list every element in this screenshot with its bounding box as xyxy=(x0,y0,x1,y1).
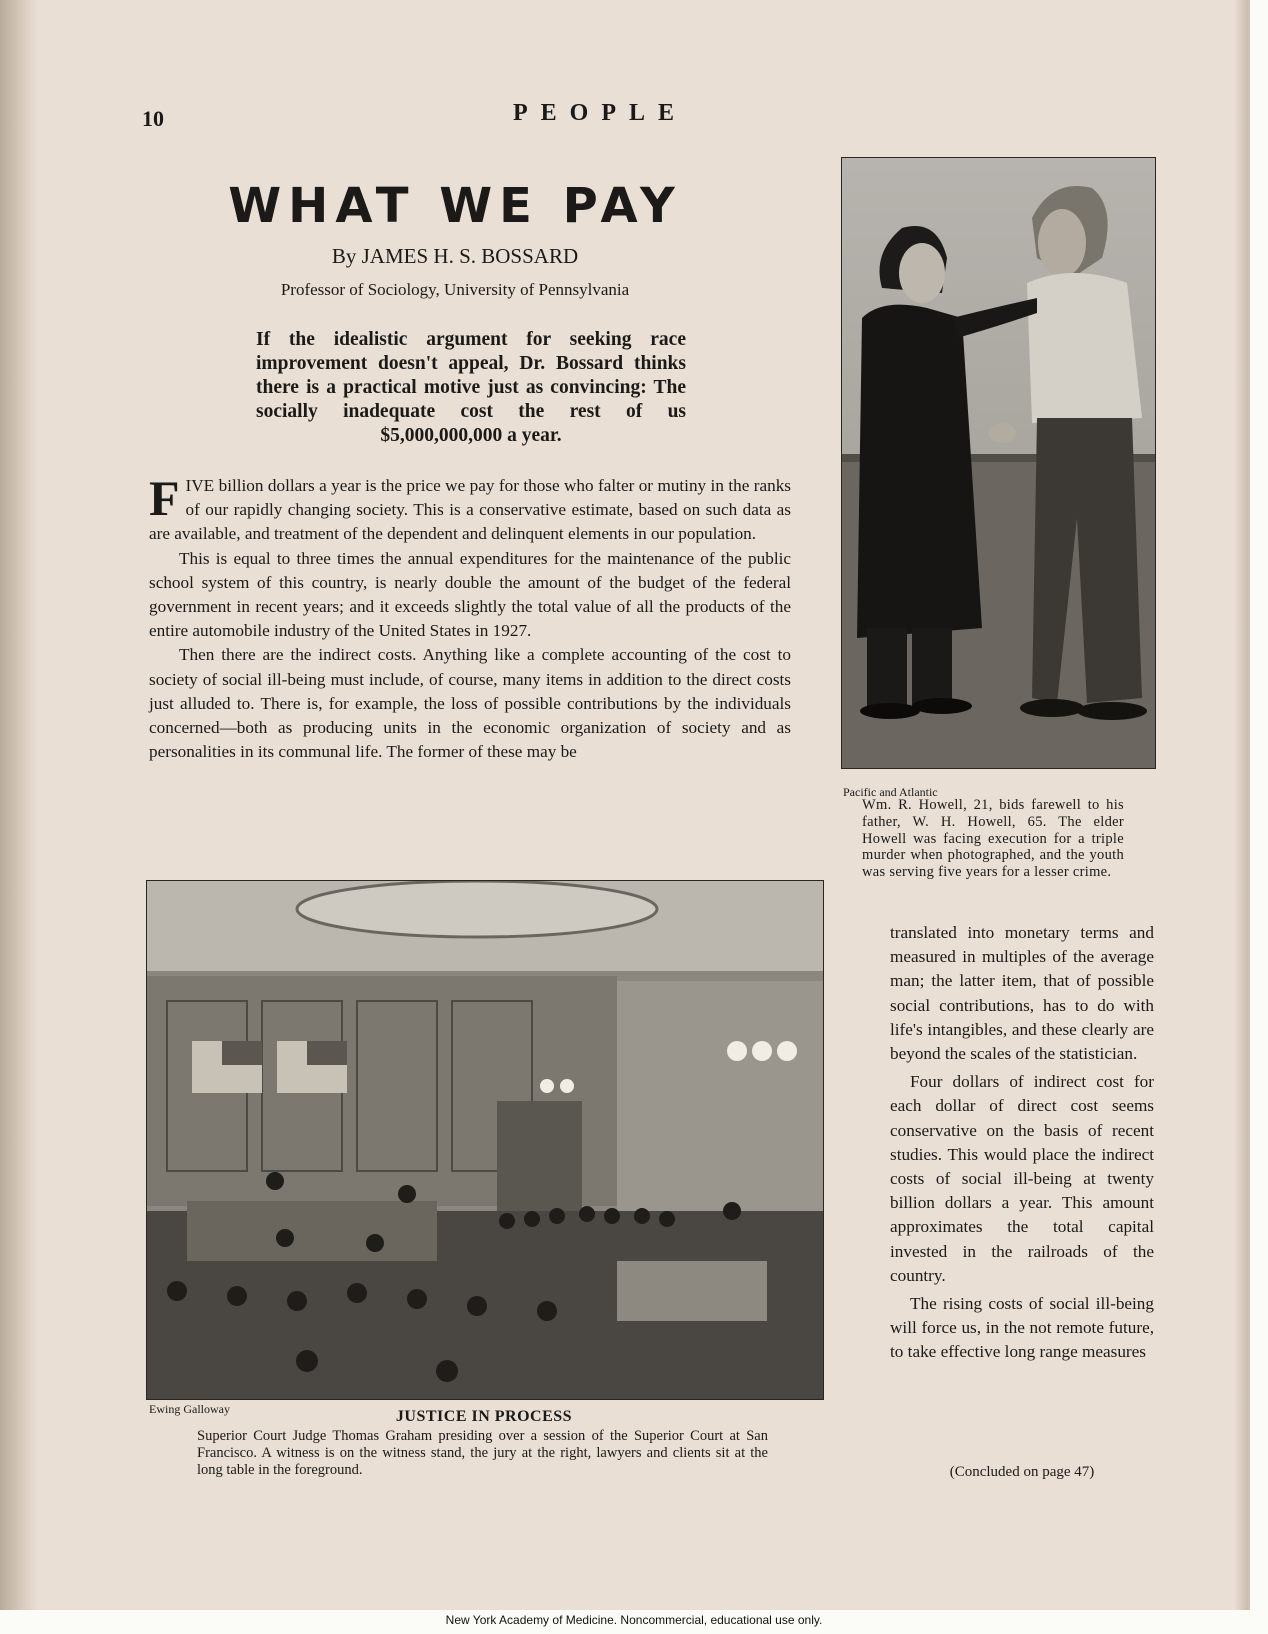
photo-credit-pacific-atlantic: Pacific and Atlantic xyxy=(843,785,938,799)
paragraph-1 xyxy=(149,470,791,547)
photo-father-and-son xyxy=(841,157,1156,769)
paragraph-3: Then there are the indirect costs. Anything like a complete accounting of the cost to society of social ill-being must include, of course, many items in addition to the direct costs just alluded to. There is, for example, the loss of possible contributions by the individuals concerned—both as producing units in the economic organization of society and as personalities in its communal life. The former of these may be xyxy=(149,645,791,762)
article-deck: If the idealistic argument for seeking race improvement doesn't appeal, Dr. Bossard thinks there is a practical motive just as convincing: The socially inadequate cost the rest of us $5,000,000,000 a year. xyxy=(256,329,686,446)
article-title: WHAT WE PAY xyxy=(228,178,682,234)
drop-cap: F xyxy=(149,470,180,526)
photo-courtroom xyxy=(146,880,824,1400)
paragraph-2: This is equal to three times the annual expenditures for the maintenance of the public school system of this country, is nearly double the amount of the budget of the federal government in recent years; and it exceeds slightly the total value of all the products of the entire automobile industry of the United States in 1927. xyxy=(149,548,791,641)
author-affiliation: Professor of Sociology, University of Pennsylvania xyxy=(280,280,630,299)
photo-caption-courtroom: Superior Court Judge Thomas Graham presiding over a session of the Superior Court at San Francisco. A witness is on the witness stand, the jury at the right, lawyers and clients sit at the long table in the foreground. xyxy=(197,1428,768,1478)
paragraph-1-text: IVE billion dollars a year is the price we pay for those who falter or mutiny in the ranks of our rapidly changing society. This is a conservative estimate, based on such data as are available, and treatment of the dependent and delinquent elements in our population. xyxy=(149,476,791,544)
photo-caption-title: JUSTICE IN PROCESS xyxy=(395,1408,573,1425)
photo-courtroom-image xyxy=(147,881,823,1399)
byline: By JAMES H. S. BOSSARD xyxy=(331,244,579,268)
page-number: 10 xyxy=(142,106,164,131)
paragraph-6: The rising costs of social ill-being will force us, in the not remote future, to take effective long range measures xyxy=(890,1294,1154,1362)
page-spine-shadow xyxy=(0,0,38,1610)
continued-note: (Concluded on page 47) xyxy=(949,1464,1095,1480)
paragraph-4: translated into monetary terms and measured in multiples of the average man; the latter item, that of possible social contributions, has to do with life's intangibles, and these clearly are beyond the scales of the statistician. xyxy=(890,923,1154,1064)
paragraph-5: Four dollars of indirect cost for each dollar of direct cost seems conservative on the basis of recent studies. This would place the indirect costs of social ill-being at twenty billion dollars a year. This amount approximates the total capital invested in the railroads of the country. xyxy=(890,1072,1154,1285)
magazine-title: PEOPLE xyxy=(512,100,687,126)
usage-notice: New York Academy of Medicine. Noncommercial, educational use only. xyxy=(445,1613,823,1627)
photo-credit-ewing-galloway: Ewing Galloway xyxy=(149,1402,230,1416)
photo-caption-howell: Wm. R. Howell, 21, bids farewell to his father, W. H. Howell, 65. The elder Howell was facing execution for a triple murder when photographed, and the youth was serving five years for a lesser crime. xyxy=(862,797,1124,881)
photo-father-and-son-image xyxy=(842,158,1155,768)
article-body-column-2 xyxy=(890,921,1154,1369)
article-body-column-1 xyxy=(149,470,791,764)
page-edge-shadow xyxy=(1234,0,1248,1610)
